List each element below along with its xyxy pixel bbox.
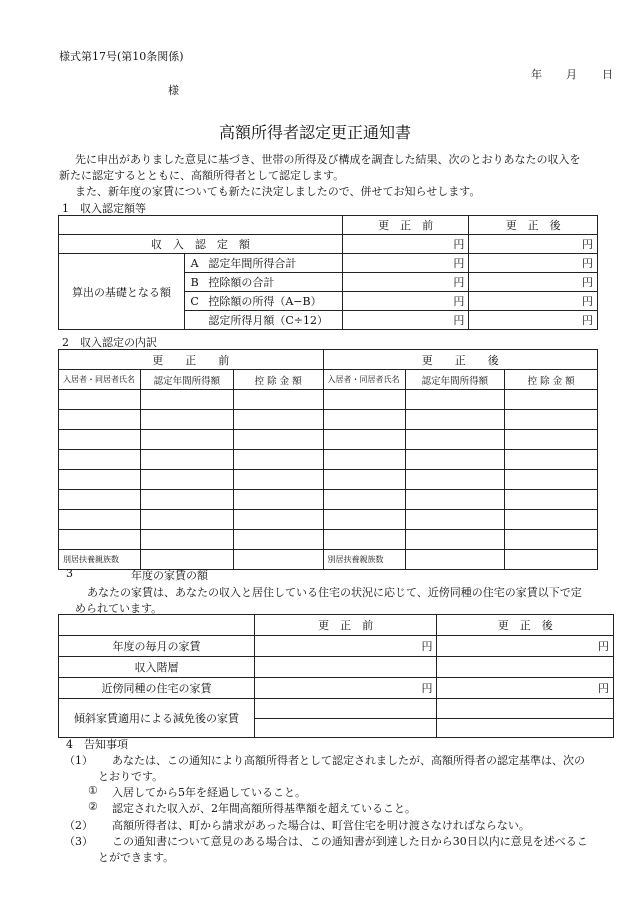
- s4-item3-line-1: この通知書について意見のある場合は、この通知書が到達した日から30日以内に意見を述べるこ: [112, 835, 588, 848]
- s4-item2-text: 高額所得者は、町から請求があった場合は、町営住宅を明け渡さなければならない。: [112, 819, 530, 832]
- income-breakdown-table: [58, 349, 598, 570]
- s3-col-before: 更 正 前: [254, 615, 437, 636]
- section3-heading-num: 3: [66, 567, 73, 580]
- s3-row-reduced: 傾斜家賃適用による減免後の家賃: [59, 699, 255, 738]
- s4-sub1-num: ①: [88, 784, 98, 797]
- s4-sub2-text: 認定された収入が、2年間高額所得基準額を超えていること。: [112, 802, 416, 815]
- s4-sub2-num: ②: [88, 800, 98, 813]
- table-row: [59, 510, 598, 530]
- s1-yen: 円: [342, 273, 469, 292]
- s1-col-before: 更 正 前: [342, 216, 469, 235]
- s2-col-deduction: 控 除 金 額: [233, 370, 323, 390]
- s1-row-letter: B: [184, 273, 204, 292]
- s1-income-label: 収 入 認 定 額: [59, 235, 343, 254]
- s3-desc-line-2: められています。: [75, 602, 163, 615]
- s4-item3-line-2: とができます。: [98, 851, 175, 864]
- addressee-suffix: 様: [168, 84, 179, 97]
- s1-yen: 円: [342, 292, 469, 311]
- form-number: 様式第17号(第10条関係): [59, 50, 184, 63]
- s3-col-after: 更 正 後: [437, 615, 614, 636]
- s4-item1-num: （1）: [64, 754, 93, 767]
- intro-line-3: また、新年度の家賃についても新たに決定しましたので、併せてお知らせします。: [75, 185, 481, 198]
- s1-row-label: 控除額の合計: [204, 273, 342, 292]
- section2-heading: 2 収入認定の内訳: [62, 336, 157, 349]
- s1-row-label: 控除額の所得（A−B）: [204, 292, 342, 311]
- table-row: [59, 450, 598, 470]
- s2-col-deduction: 控 除 金 額: [505, 370, 598, 390]
- s2-group-before: 更 正 前: [59, 350, 324, 370]
- s2-col-name: 入居者・同居者氏名: [59, 370, 141, 390]
- s1-basis-label: 算出の基礎となる額: [59, 254, 185, 330]
- s4-item2-num: （2）: [64, 819, 93, 832]
- rent-table: [58, 614, 614, 738]
- s1-row-letter: A: [184, 254, 204, 273]
- s4-item1-line-1: あなたは、この通知により高額所得者として認定されましたが、高額所得者の認定基準は、次の: [112, 754, 585, 767]
- s2-col-income: 認定年間所得額: [140, 370, 233, 390]
- s1-yen: 円: [469, 235, 598, 254]
- s3-yen: 円: [437, 678, 614, 699]
- s2-footer-label: 別居扶養親族数: [323, 550, 405, 570]
- section4-heading: 4 告知事項: [66, 738, 128, 751]
- table-row: [59, 430, 598, 450]
- s3-row-income-class: 収入階層: [59, 657, 255, 678]
- page-title: 高額所得者認定更正通知書: [218, 123, 411, 142]
- table-row: [59, 390, 598, 410]
- table-row: [59, 530, 598, 550]
- section3-heading-text: 年度の家賃の額: [131, 569, 208, 582]
- s3-yen: 円: [254, 678, 437, 699]
- table-row: [59, 490, 598, 510]
- s1-yen: 円: [342, 311, 469, 330]
- table-row: [59, 410, 598, 430]
- income-certification-table: [58, 215, 598, 330]
- s3-row-neighbor: 近傍同種の住宅の家賃: [59, 678, 255, 699]
- s1-yen: 円: [469, 311, 598, 330]
- s1-yen: 円: [469, 273, 598, 292]
- s2-col-name: 入居者・同居者氏名: [323, 370, 405, 390]
- s1-row-label: 認定所得月額（C÷12）: [204, 311, 342, 330]
- s3-row-monthly: 年度の毎月の家賃: [59, 636, 255, 657]
- s1-yen: 円: [342, 235, 469, 254]
- date-year-label: 年: [531, 68, 542, 81]
- s4-sub1-text: 入居してから5年を経過していること。: [112, 786, 306, 799]
- s3-desc-line-1: あなたの家賃は、あなたの収入と居住している住宅の状況に応じて、近傍同種の住宅の家賃以下で定: [87, 586, 582, 599]
- intro-line-2: 新たに認定するとともに、高額所得者として認定します。: [59, 169, 345, 182]
- s1-row-label: 認定年間所得合計: [204, 254, 342, 273]
- s2-footer-label: 別居扶養親族数: [59, 550, 141, 570]
- s1-row-letter: [184, 311, 204, 330]
- intro-line-1: 先に申出がありました意見に基づき、世帯の所得及び構成を調査した結果、次のとおりあなたの収入を: [75, 153, 581, 166]
- s4-item3-num: （3）: [64, 835, 93, 848]
- date-month-label: 月: [566, 68, 577, 81]
- s1-col-after: 更 正 後: [469, 216, 598, 235]
- s1-yen: 円: [342, 254, 469, 273]
- s1-yen: 円: [469, 254, 598, 273]
- date-day-label: 日: [602, 68, 613, 81]
- s3-yen: 円: [437, 636, 614, 657]
- s2-group-after: 更 正 後: [323, 350, 597, 370]
- s3-yen: 円: [254, 636, 437, 657]
- s1-row-letter: C: [184, 292, 204, 311]
- table-row: [59, 470, 598, 490]
- s4-item1-line-2: とおりです。: [98, 770, 164, 783]
- s1-yen: 円: [469, 292, 598, 311]
- section1-heading: 1 収入認定額等: [62, 202, 146, 215]
- s2-col-income: 認定年間所得額: [405, 370, 505, 390]
